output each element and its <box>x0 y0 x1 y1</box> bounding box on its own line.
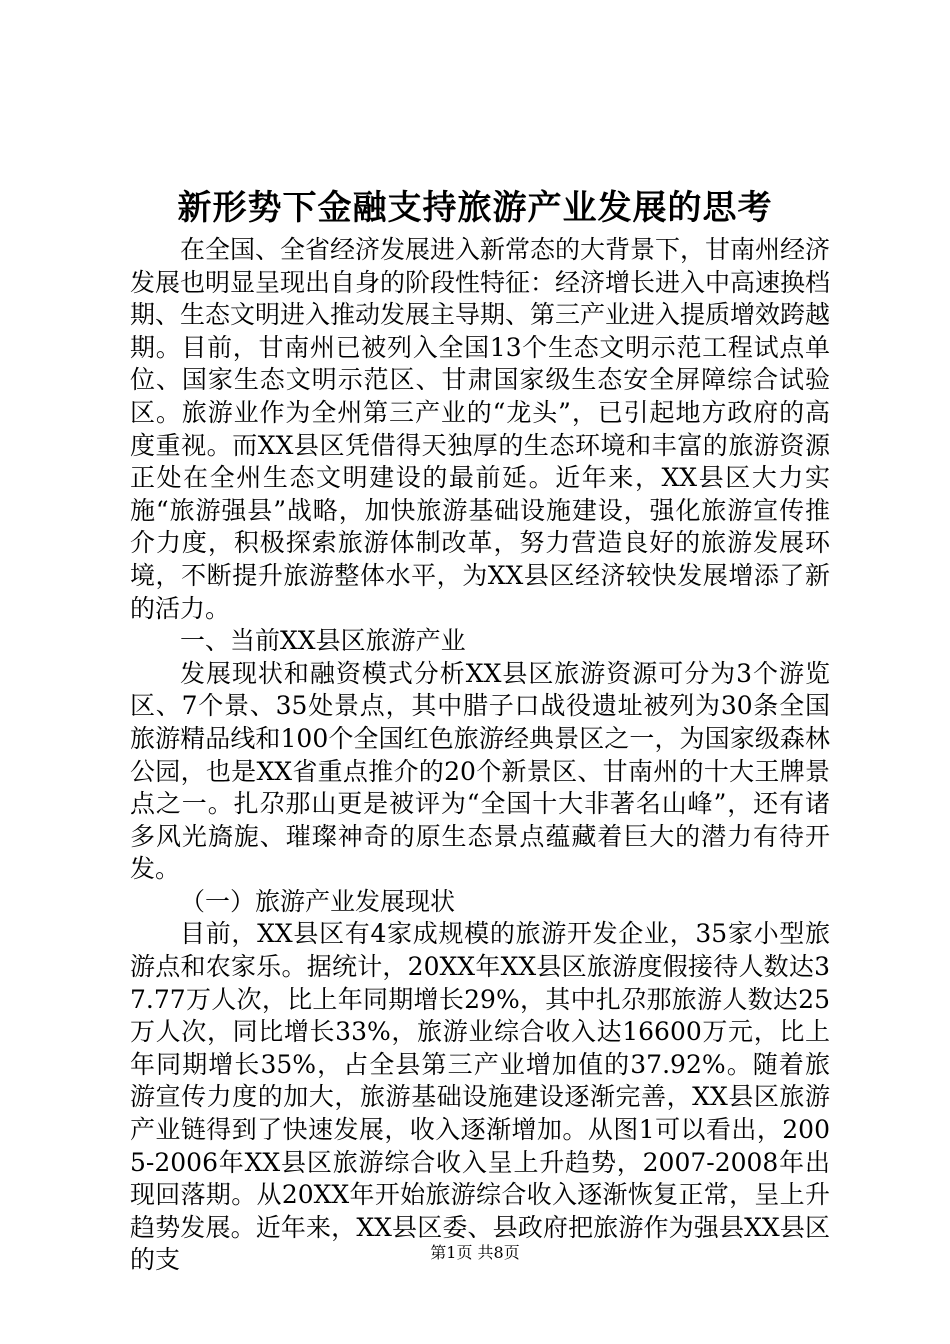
section-heading-1: 一、当前XX县区旅游产业 <box>180 626 466 656</box>
page-footer: 第1页 共8页 <box>430 1243 520 1262</box>
document-body <box>130 234 830 1277</box>
paragraph-status: 目前，XX县区有4家成规模的旅游开发企业，35家小型旅游点和农家乐。据统计，20XX年XX县区旅游度假接待人数达37.77万人次，比上年同期增长29%，其中扎尕那旅游人数达25万人次，同比增长33%，旅游业综合收入达16600万元，比上年同期增长35%，占全县第三产业增加值的37.92%。随着旅游宣传力度的加大，旅游基础设施建设逐渐完善，XX县区旅游产业链得到了快速发展，收入逐渐增加。从图1可以看出，2005-2006年XX县区旅游综合收入呈上升趋势，2007-2008年出现回落期。从20XX年开始旅游综合收入逐渐恢复正常，呈上升趋势发展。近年来，XX县区委、县政府把旅游作为强县XX县区的支 <box>130 919 830 1275</box>
paragraph-resources: 发展现状和融资模式分析XX县区旅游资源可分为3个游览区、7个景、35处景点，其中腊子口战役遗址被列为30条全国旅游精品线和100个全国红色旅游经典景区之一，为国家级森林公园，也是XX省重点推介的20个新景区、甘南州的十大王牌景点之一。扎尕那山更是被评为“全国十大非著名山峰”，还有诸多风光旖旎、璀璨神奇的原生态景点蕴藏着巨大的潜力有待开发。 <box>130 658 830 884</box>
subsection-heading-1: （一）旅游产业发展现状 <box>180 886 456 916</box>
paragraph-intro: 在全国、全省经济发展进入新常态的大背景下，甘南州经济发展也明显呈现出自身的阶段性特征：经济增长进入中高速换档期、生态文明进入推动发展主导期、第三产业进入提质增效跨越期。目前，甘南州已被列入全国13个生态文明示范工程试点单位、国家生态文明示范区、甘肃国家级生态安全屏障综合试验区。旅游业作为全州第三产业的“龙头”，已引起地方政府的高度重视。而XX县区凭借得天独厚的生态环境和丰富的旅游资源正处在全州生态文明建设的最前延。近年来，XX县区大力实施“旅游强县”战略，加快旅游基础设施建设，强化旅游宣传推介力度，积极探索旅游体制改革，努力营造良好的旅游发展环境，不断提升旅游整体水平，为XX县区经济较快发展增添了新的活力。 <box>130 235 831 623</box>
document-title: 新形势下金融支持旅游产业发展的思考 <box>177 188 773 228</box>
